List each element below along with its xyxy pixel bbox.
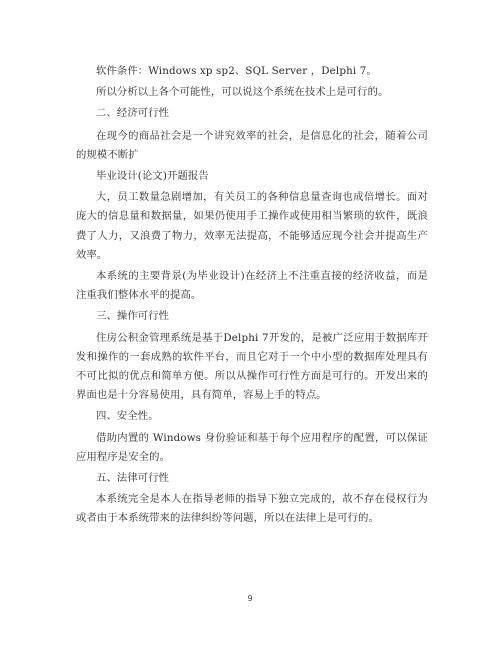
heading-economic-feasibility: 二、经济可行性 — [96, 107, 170, 120]
heading-security: 四、安全性。 — [96, 410, 159, 423]
heading-operational-feasibility: 三、操作可行性 — [96, 310, 170, 323]
report-header-text: 毕业设计(论文)开题报告 — [96, 170, 209, 183]
economic-paragraph-body: 大，员工数量急剧增加，有关员工的各种信息量查询也成倍增长。面对庞大的信息量和数据量，如果仍使用手工操作或使用相当繁琐的软件，既浪费了人力，又浪费了物力，效率无法提高，不能够适应现今社会并提高生产效率。 — [76, 191, 428, 261]
economic-paragraph-intro: 在现今的商品社会是一个讲究效率的社会，是信息化的社会，随着公司的规模不断扩 — [76, 129, 428, 161]
legal-paragraph: 本系统完全是本人在指导老师的指导下独立完成的，故不存在侵权行为或者由于本系统带来的法律纠纷等问题，所以在法律上是可行的。 — [76, 493, 428, 525]
heading-legal-feasibility: 五、法律可行性 — [96, 472, 170, 485]
operational-paragraph: 住房公积金管理系统是基于Delphi 7开发的，是被广泛应用于数据库开发和操作的一套成熟的软件平台，而且它对于一个中小型的数据库处理具有不可比拟的优点和简单方便。所以从操作可行性方面是可行的。开发出来的界面也是十分容易使用，具有简单，容易上手的特点。 — [76, 331, 428, 402]
page-number: 9 — [247, 594, 253, 603]
document-body — [76, 62, 428, 529]
software-requirements: 软件条件：Windows xp sp2、SQL Server ，Delphi 7。 — [96, 65, 377, 77]
security-paragraph: 借助内置的 Windows 身份验证和基于每个应用程序的配置，可以保证应用程序是安全的。 — [76, 431, 428, 463]
economic-background: 本系统的主要背景(为毕业设计)在经济上不注重直接的经济收益，而是注重我们整体水平的提高。 — [76, 270, 428, 302]
technical-conclusion: 所以分析以上各个可能性，可以说这个系统在技术上是可行的。 — [96, 86, 389, 99]
